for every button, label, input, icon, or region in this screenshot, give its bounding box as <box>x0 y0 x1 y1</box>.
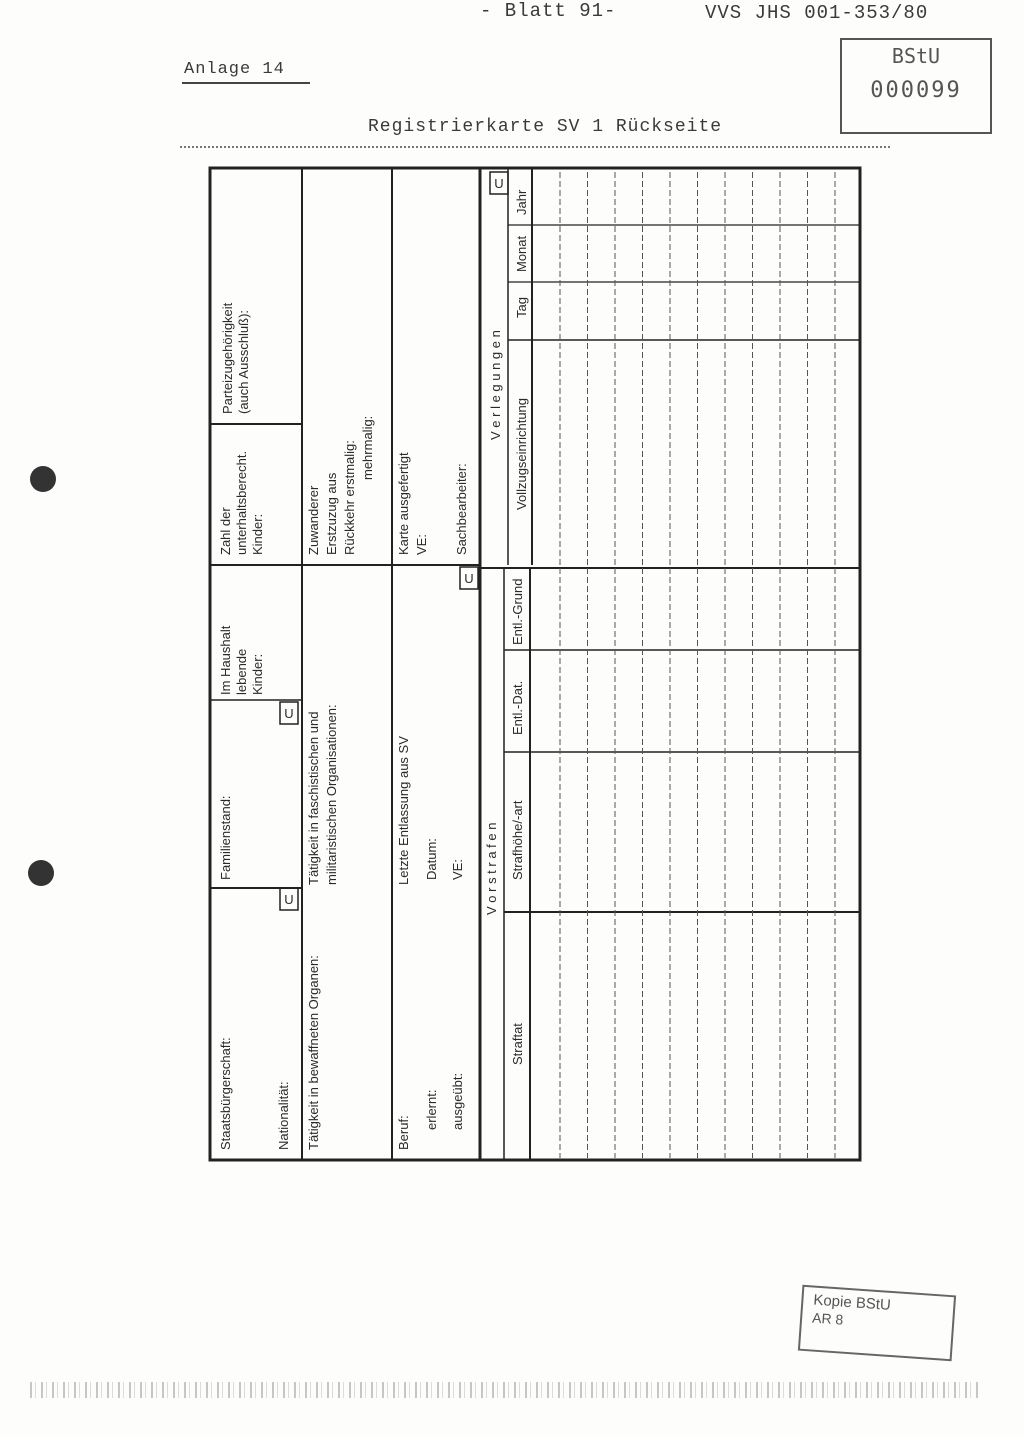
stamp-number: 000099 <box>870 78 962 103</box>
u-mark: U <box>284 892 294 907</box>
col-monat: Monat <box>514 235 529 272</box>
label-faschistisch-1: Tätigkeit in faschistischen und <box>306 711 321 885</box>
label-haushalt-1: Im Haushalt <box>218 625 233 695</box>
kopie-stamp <box>798 1285 956 1362</box>
label-ve-karte: VE: <box>414 534 429 555</box>
page-number: - Blatt 91- <box>480 0 617 22</box>
label-datum: Datum: <box>424 838 439 880</box>
attachment-label: Anlage 14 <box>184 60 285 79</box>
label-entlassung: Letzte Entlassung aus SV <box>396 736 411 885</box>
label-zuwanderer-2: Erstzuzug aus <box>324 472 339 555</box>
table-row-lines <box>560 172 835 1158</box>
u-box <box>280 702 298 724</box>
label-beruf: Beruf: <box>396 1115 411 1150</box>
col-entl-dat: Entl.-Dat. <box>510 680 525 735</box>
label-nationalitaet: Nationalität: <box>276 1081 291 1150</box>
label-bewaffnet: Tätigkeit in bewaffneten Organen: <box>306 955 321 1150</box>
label-partei-1: Parteizugehörigkeit <box>220 302 235 414</box>
label-partei-2: (auch Ausschluß): <box>236 309 251 414</box>
u-box <box>280 888 298 910</box>
stamp-label: BStU <box>891 44 941 68</box>
label-ve-entlassung: VE: <box>450 859 465 880</box>
u-box <box>460 567 478 589</box>
label-zuwanderer-1: Zuwanderer <box>306 485 321 555</box>
col-straftat: Straftat <box>510 1023 525 1065</box>
label-sachbearbeiter: Sachbearbeiter: <box>454 463 469 555</box>
label-zuwanderer-4: mehrmalig: <box>360 415 375 480</box>
label-erlernt: erlernt: <box>424 1089 439 1130</box>
label-faschistisch-2: militaristischen Organisationen: <box>324 704 339 885</box>
label-staatsbuergerschaft: Staatsbürgerschaft: <box>218 1037 233 1150</box>
label-zahl-2: unterhaltsberecht. <box>234 450 249 555</box>
col-strafhoehe: Strafhöhe/-art <box>510 800 525 880</box>
label-zahl-1: Zahl der <box>218 507 233 555</box>
page-title: Registrierkarte SV 1 Rückseite <box>368 117 723 137</box>
scan-noise <box>30 1382 980 1398</box>
u-box <box>490 172 508 194</box>
label-zuwanderer-3: Rückkehr erstmalig: <box>342 440 357 555</box>
u-mark: U <box>284 706 294 721</box>
label-haushalt-2: lebende <box>234 648 249 695</box>
vorstrafen-heading: V o r s t r a f e n <box>484 822 499 915</box>
u-mark: U <box>464 571 474 586</box>
col-tag: Tag <box>514 297 529 318</box>
verlegungen-heading: V e r l e g u n g e n <box>488 330 503 440</box>
label-zahl-3: Kinder: <box>250 513 265 555</box>
label-ausgeuebt: ausgeübt: <box>450 1072 465 1130</box>
col-vollzugseinrichtung: Vollzugseinrichtung <box>514 397 529 510</box>
col-entl-grund: Entl.-Grund <box>510 578 525 645</box>
label-karte: Karte ausgefertigt <box>396 452 411 555</box>
kopie-stamp-line1: Kopie BStU <box>812 1291 892 1314</box>
u-mark: U <box>494 176 504 191</box>
col-jahr: Jahr <box>514 189 529 215</box>
label-familienstand: Familienstand: <box>218 795 233 880</box>
kopie-stamp-line2: AR 8 <box>811 1309 844 1328</box>
label-haushalt-3: Kinder: <box>250 653 265 695</box>
document-reference: VVS JHS 001-353/80 <box>705 2 929 24</box>
